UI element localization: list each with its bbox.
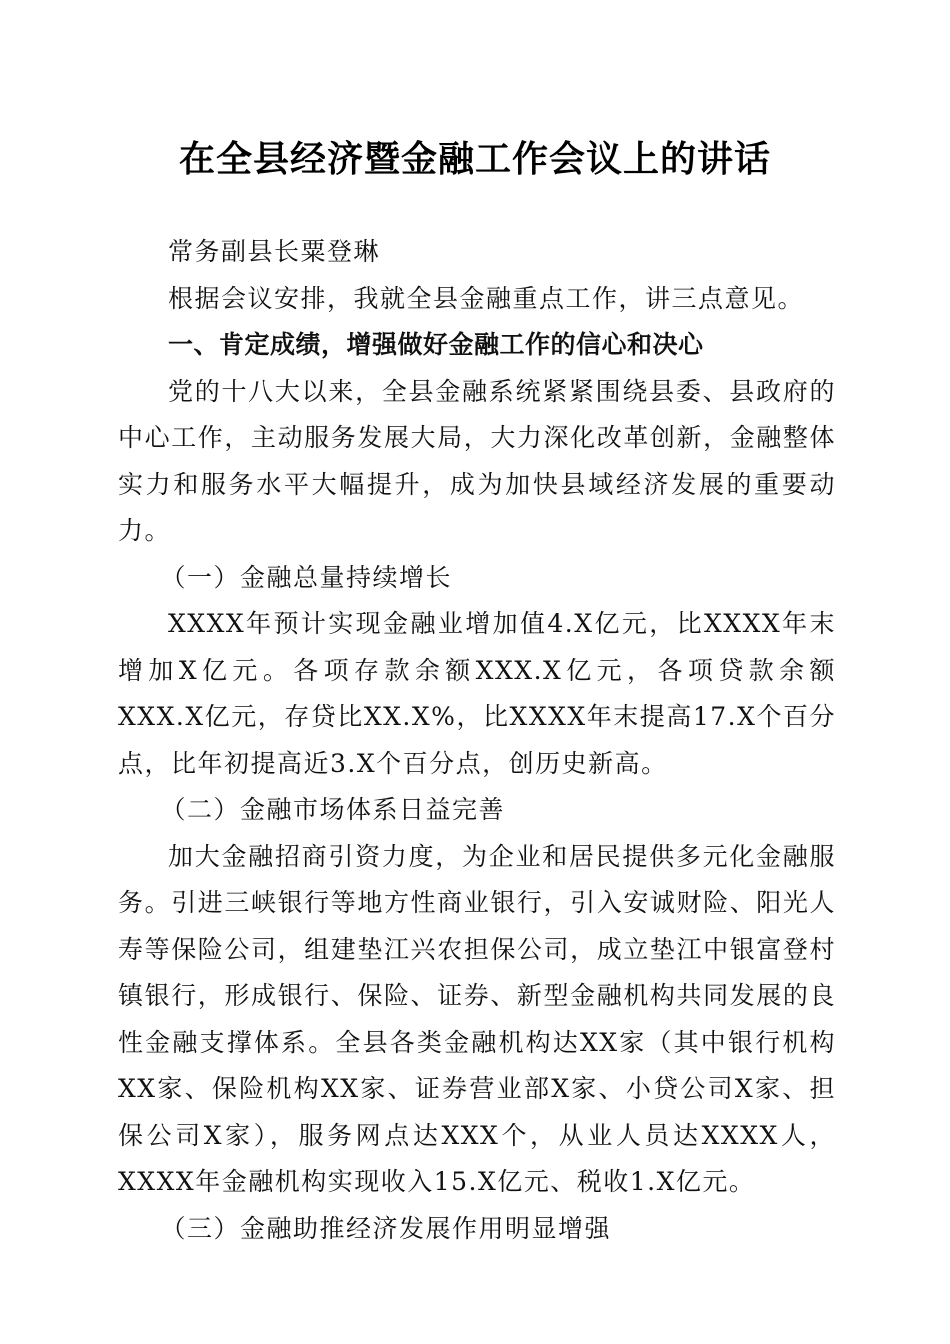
section-1-heading: 一、肯定成绩，增强做好金融工作的信心和决心 bbox=[168, 330, 704, 359]
subsection-3-heading: （三）金融助推经济发展作用明显增强 bbox=[160, 1213, 612, 1243]
speaker-line: 常务副县长粟登琳 bbox=[168, 237, 381, 266]
document-title: 在全县经济暨金融工作会议上的讲话 bbox=[178, 138, 771, 180]
section-1-paragraph: 党的十八大以来，全县金融系统紧紧围绕县委、县政府的中心工作，主动服务发展大局，大力深化改革创新，金融整体实力和服务水平大幅提升，成为加快县域经济发展的重要动力。 bbox=[118, 376, 836, 545]
subsection-2-heading: （二）金融市场体系日益完善 bbox=[160, 795, 506, 824]
subsection-1-paragraph: XXXX年预计实现金融业增加值4.X亿元，比XXXX年末增加X亿元。各项存款余额XXX.X亿元，各项贷款余额XXX.X亿元，存贷比XX.X%，比XXXX年末提高17.X个百分点，比年初提高近3.X个百分点，创历史新高。 bbox=[118, 609, 836, 778]
subsection-2-paragraph: 加大金融招商引资力度，为企业和居民提供多元化金融服务。引进三峡银行等地方性商业银行，引入安诚财险、阳光人寿等保险公司，组建垫江兴农担保公司，成立垫江中银富登村镇银行，形成银行、保险、证券、新型金融机构共同发展的良性金融支撑体系。全县各类金融机构达XX家（其中银行机构XX家、保险机构XX家、证券营业部X家、小贷公司X家、担保公司X家），服务网点达XXX个，从业人员达XXXX人，XXXX年金融机构实现收入15.X亿元、税收1.X亿元。 bbox=[118, 841, 836, 1196]
document-body bbox=[118, 229, 836, 1252]
subsection-1-heading: （一）金融总量持续增长 bbox=[160, 562, 453, 592]
intro-paragraph: 根据会议安排，我就全县金融重点工作，讲三点意见。 bbox=[168, 283, 805, 313]
